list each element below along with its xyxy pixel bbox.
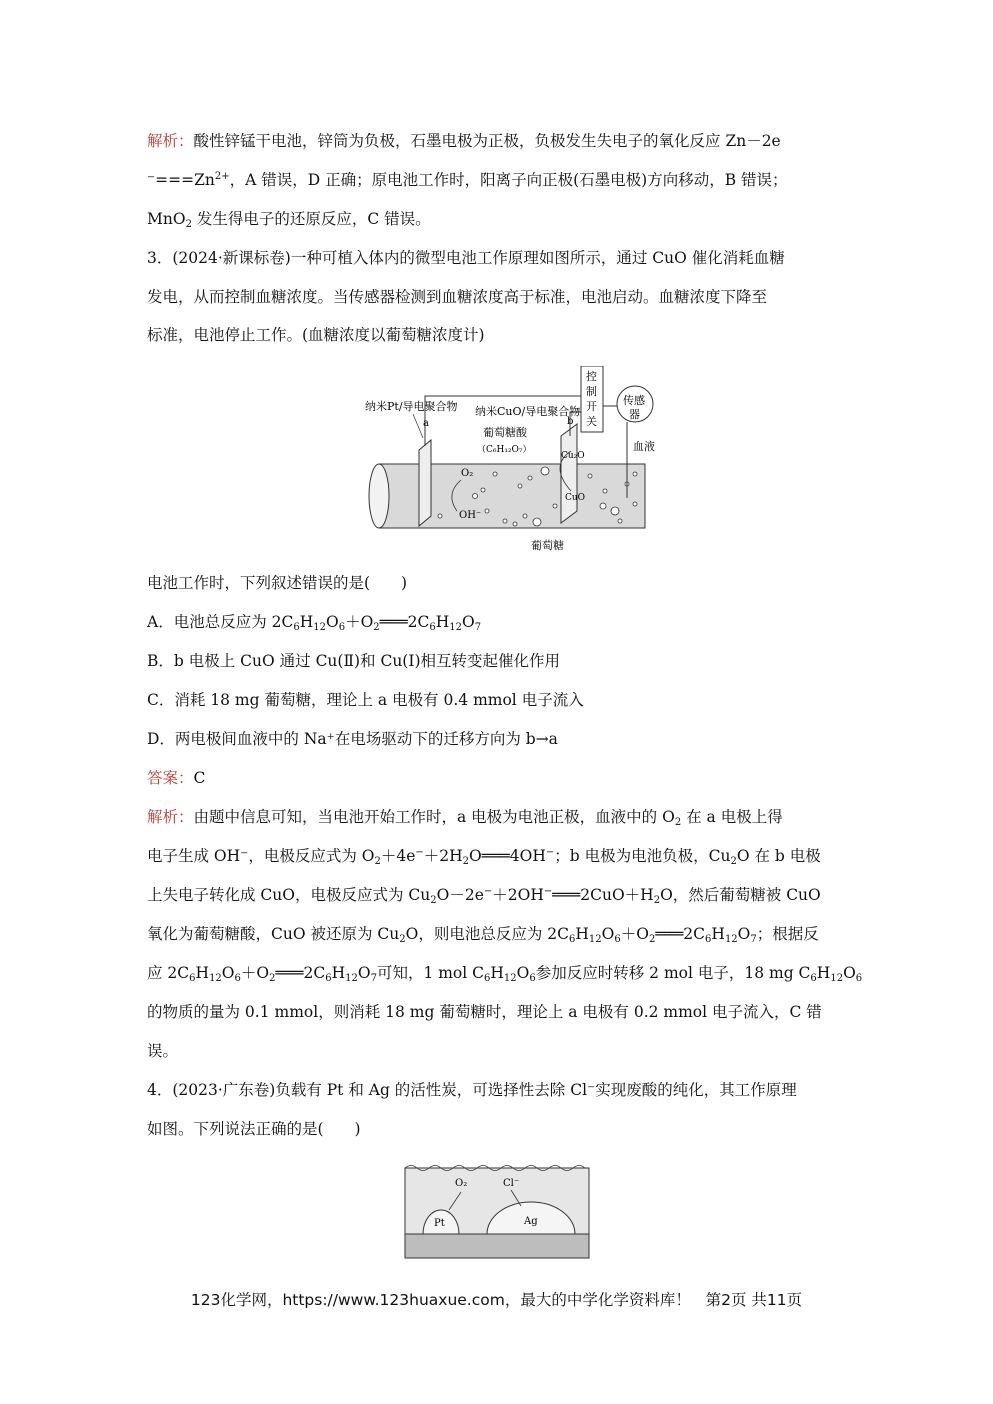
electrode-a-label: a [423,418,429,429]
svg-text:器: 器 [629,408,640,421]
analysis-line: MnO$_2$ 发生得电子的还原反应，C 错误。 [147,210,431,230]
question-text: 发电，从而控制血糖浓度。当传感器检测到血糖浓度高于标准，电池启动。血糖浓度下降至 [147,288,768,306]
analysis-line: 氧化为葡萄糖酸，CuO 被还原为 $Cu_2O$，则电池总反应为 $2C_6H_{12}O_6+O_2═══2C_6H_{12}O_7$；根据反 [147,925,819,945]
svg-text:控: 控 [586,370,597,383]
pt-label: 纳米Pt/导电聚合物 [365,400,458,413]
cuo-in-cycle: CuO [565,493,586,503]
analysis-line: 的物质的量为 0.1 mmol，则消耗 18 mg 葡萄糖时，理论上 a 电极有 0.2 mmol 电子流入，C 错 [147,1003,822,1021]
battery-diagram [365,366,655,556]
analysis-label: 解析： [147,132,194,150]
glucose-label: 葡萄糖 [531,539,564,552]
analysis-line: 解析：由题中信息可知，当电池开始工作时，a 电极为电池正极，血液中的 $O_2$ 在 a 电极上得 [147,808,783,828]
analysis-line: 应 $2C_6H_{12}O_6+O_2═══2C_6H_{12}O_7$可知，1 mol $C_6H_{12}O_6$参加反应时转移 2 mol 电子，18 mg $C_6H_{12}O_6$ [147,964,863,984]
cuo-label: 纳米CuO/导电聚合物 [475,405,581,418]
oh-label: OH⁻ [459,510,482,521]
ag-label: Ag [524,1216,538,1227]
question-text: 标准，电池停止工作。(血糖浓度以葡萄糖浓度计) [147,326,485,344]
pt-ag-diagram [403,1162,591,1260]
gluconic-acid-label: 葡萄糖酸 [483,426,527,439]
analysis-line: $^-===Zn^{2+}$，A 错误，D 正确；原电池工作时，阳离子向正极(石墨电极)方向移动，B 错误； [147,171,788,189]
option-b: B．b 电极上 CuO 通过 Cu(Ⅱ)和 Cu(Ⅰ)相互转变起催化作用 [147,652,561,670]
cl-label: Cl⁻ [503,1178,520,1189]
question-text: 3．(2024·新课标卷)一种可植入体内的微型电池工作原理如图所示，通过 CuO 催化消耗血糖 [147,249,785,267]
question-text: 如图。下列说法正确的是( ) [147,1120,361,1138]
question-stem: 电池工作时，下列叙述错误的是( ) [147,574,408,592]
sensor-label: 传感 [623,394,645,407]
o2-label: O₂ [455,1178,468,1189]
blood-label: 血液 [633,440,655,453]
analysis-line: 上失电子转化成 CuO，电极反应式为 $Cu_2O-2e^-+2OH^-═══2CuO+H_2O$，然后葡萄糖被 CuO [147,886,821,906]
gluconic-acid-formula: （C₆H₁₂O₇） [477,445,532,455]
page-footer [0,1288,993,1310]
question-text: 4．(2023·广东卷)负载有 Pt 和 Ag 的活性炭，可选择性去除 Cl⁻实现废酸的纯化，其工作原理 [147,1081,797,1099]
svg-text:关: 关 [586,415,597,428]
cu2o-label: Cu₂O [561,451,585,461]
svg-text:制: 制 [586,385,597,398]
analysis-line: 误。 [147,1042,179,1060]
o2-label: O₂ [461,468,474,479]
option-a: A．电池总反应为 $2C_6H_{12}O_6+O_2═══2C_6H_{12}O_7$ [147,613,482,633]
answer: 答案：C [147,769,206,787]
analysis-line: 电子生成 OH⁻，电极反应式为 $O_2+4e^-+2H_2O═══4OH^-$；b 电极为电池负极，$Cu_2O$ 在 b 电极 [147,847,821,867]
svg-text:开: 开 [586,400,597,413]
option-d: D．两电极间血液中的 Na⁺在电场驱动下的迁移方向为 b→a [147,730,558,748]
option-c: C．消耗 18 mg 葡萄糖，理论上 a 电极有 0.4 mmol 电子流入 [147,691,584,709]
site-info: 123化学网，https://www.123huaxue.com，最大的中学化学资料库！ [190,1291,691,1309]
pt-label: Pt [434,1218,445,1229]
analysis-line: 解析：酸性锌锰干电池，锌筒为负极，石墨电极为正极，负极发生失电子的氧化反应 Zn－2e [147,132,781,150]
electrode-b-label: b [567,416,574,427]
page-number: 第2页 共11页 [705,1291,803,1309]
